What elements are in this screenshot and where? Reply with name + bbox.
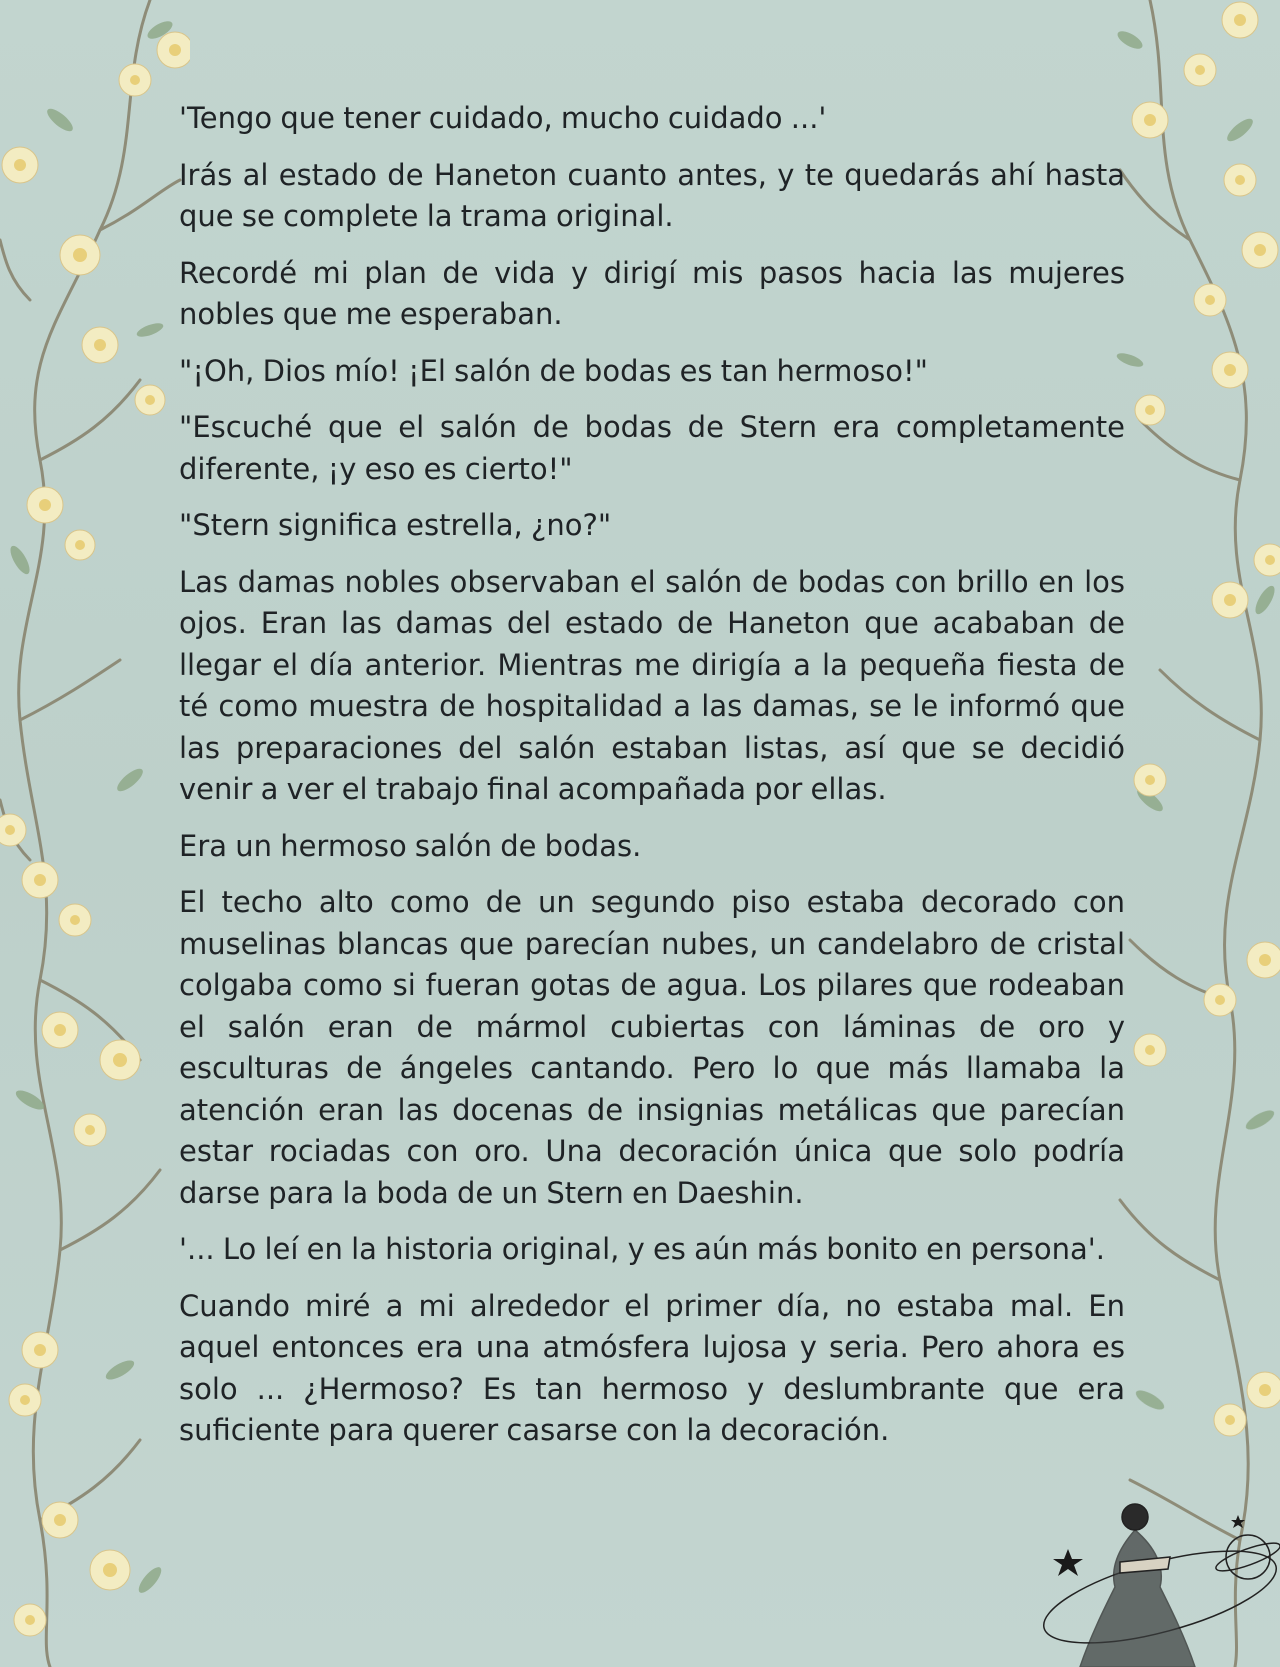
paragraph-9: El techo alto como de un segundo piso estaba decorado con muselinas blancas que parecían nubes, un candelabro de cristal colgaba como si fueran gotas de agua. Los pilares que rodeaban el salón eran de mármol cubiertas con láminas de oro y esculturas de ángeles cantando. Pero lo que más llamaba la atención eran las docenas de insignias metálicas que parecían estar rociadas con oro. Una decoración única que solo podría darse para la boda de un Stern en Daeshin. xyxy=(179,885,1125,1210)
woman-with-book-sketch xyxy=(1020,1487,1280,1667)
paragraph-4: "¡Oh, Dios mío! ¡El salón de bodas es tan hermoso!" xyxy=(179,353,928,388)
floral-vine-left xyxy=(0,0,190,1667)
star-icon xyxy=(1053,1549,1083,1576)
paragraph-11: Cuando miré a mi alrededor el primer día, no estaba mal. En aquel entonces era una atmósfera lujosa y seria. Pero ahora es solo ... ¿Hermoso? Es tan hermoso y deslumbrante que era suficiente para querer casarse con la decoración. xyxy=(179,1288,1125,1447)
ringed-planet-icon xyxy=(1213,1535,1280,1579)
paragraph-2: Irás al estado de Haneton cuanto antes, y te quedarás ahí hasta que se complete la trama original. xyxy=(179,157,1125,233)
paragraph-1: 'Tengo que tener cuidado, mucho cuidado ...' xyxy=(179,101,827,135)
paragraph-8: Era un hermoso salón de bodas. xyxy=(179,828,642,863)
paragraph-10: '... Lo leí en la historia original, y es aún más bonito en persona'. xyxy=(179,1232,1105,1266)
paragraph-6: "Stern significa estrella, ¿no?" xyxy=(179,508,612,542)
story-text xyxy=(179,98,1125,1467)
paragraph-7: Las damas nobles observaban el salón de bodas con brillo en los ojos. Eran las damas del estado de Haneton que acababan de llegar el día anterior. Mientras me dirigía a la pequeña fiesta de té como muestra de hospitalidad a las damas, se le informó que las preparaciones del salón estaban listas, así que se decidió venir a ver el trabajo final acompañada por ellas. xyxy=(179,564,1125,806)
small-star-icon xyxy=(1231,1515,1245,1528)
figure-head xyxy=(1122,1504,1148,1530)
paragraph-3: Recordé mi plan de vida y dirigí mis pasos hacia las mujeres nobles que me esperaban. xyxy=(179,255,1125,331)
paragraph-5: "Escuché que el salón de bodas de Stern era completamente diferente, ¡y eso es cierto!" xyxy=(179,410,1125,486)
figure-dress xyxy=(1080,1530,1195,1667)
